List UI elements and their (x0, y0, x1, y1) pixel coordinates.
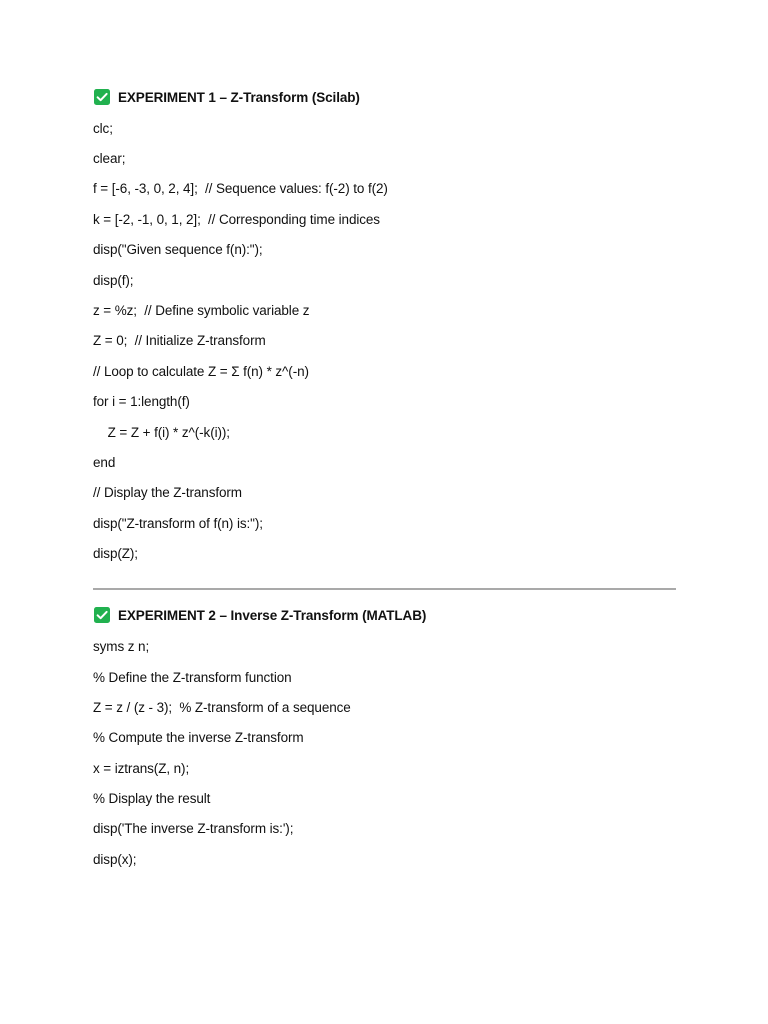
code-line: disp("Given sequence f(n):"); (93, 242, 263, 257)
code-line: // Loop to calculate Z = Σ f(n) * z^(-n) (93, 364, 309, 379)
code-line: z = %z; // Define symbolic variable z (93, 303, 310, 318)
code-line: f = [-6, -3, 0, 2, 4]; // Sequence values: f(-2) to f(2) (93, 181, 388, 196)
experiment-1-heading (94, 89, 360, 105)
code-line: k = [-2, -1, 0, 1, 2]; // Corresponding time indices (93, 212, 380, 227)
code-line: % Display the result (93, 791, 211, 806)
experiment-2-title: EXPERIMENT 2 – Inverse Z-Transform (MATLAB) (118, 607, 427, 623)
code-line: Z = 0; // Initialize Z-transform (93, 333, 266, 348)
code-line: // Display the Z-transform (93, 485, 242, 500)
code-line: Z = z / (z - 3); % Z-transform of a sequence (93, 700, 351, 715)
code-line: clc; (93, 121, 113, 136)
code-line: % Define the Z-transform function (93, 670, 292, 685)
check-mark-button-icon (94, 89, 110, 105)
code-line: disp('The inverse Z-transform is:'); (93, 821, 294, 836)
code-line: Z = Z + f(i) * z^(-k(i)); (93, 425, 230, 440)
experiment-1-title: EXPERIMENT 1 – Z-Transform (Scilab) (118, 89, 360, 105)
code-line: disp(Z); (93, 546, 138, 561)
check-mark-button-icon (94, 607, 110, 623)
code-line: % Compute the inverse Z-transform (93, 730, 304, 745)
code-line: end (93, 455, 116, 470)
section-divider (93, 588, 676, 590)
code-line: x = iztrans(Z, n); (93, 761, 190, 776)
code-line: disp(x); (93, 852, 137, 867)
code-line: disp(f); (93, 273, 134, 288)
code-line: disp("Z-transform of f(n) is:"); (93, 516, 263, 531)
code-line: syms z n; (93, 639, 150, 654)
code-line: clear; (93, 151, 126, 166)
experiment-2-heading (94, 607, 426, 623)
code-line: for i = 1:length(f) (93, 394, 190, 409)
